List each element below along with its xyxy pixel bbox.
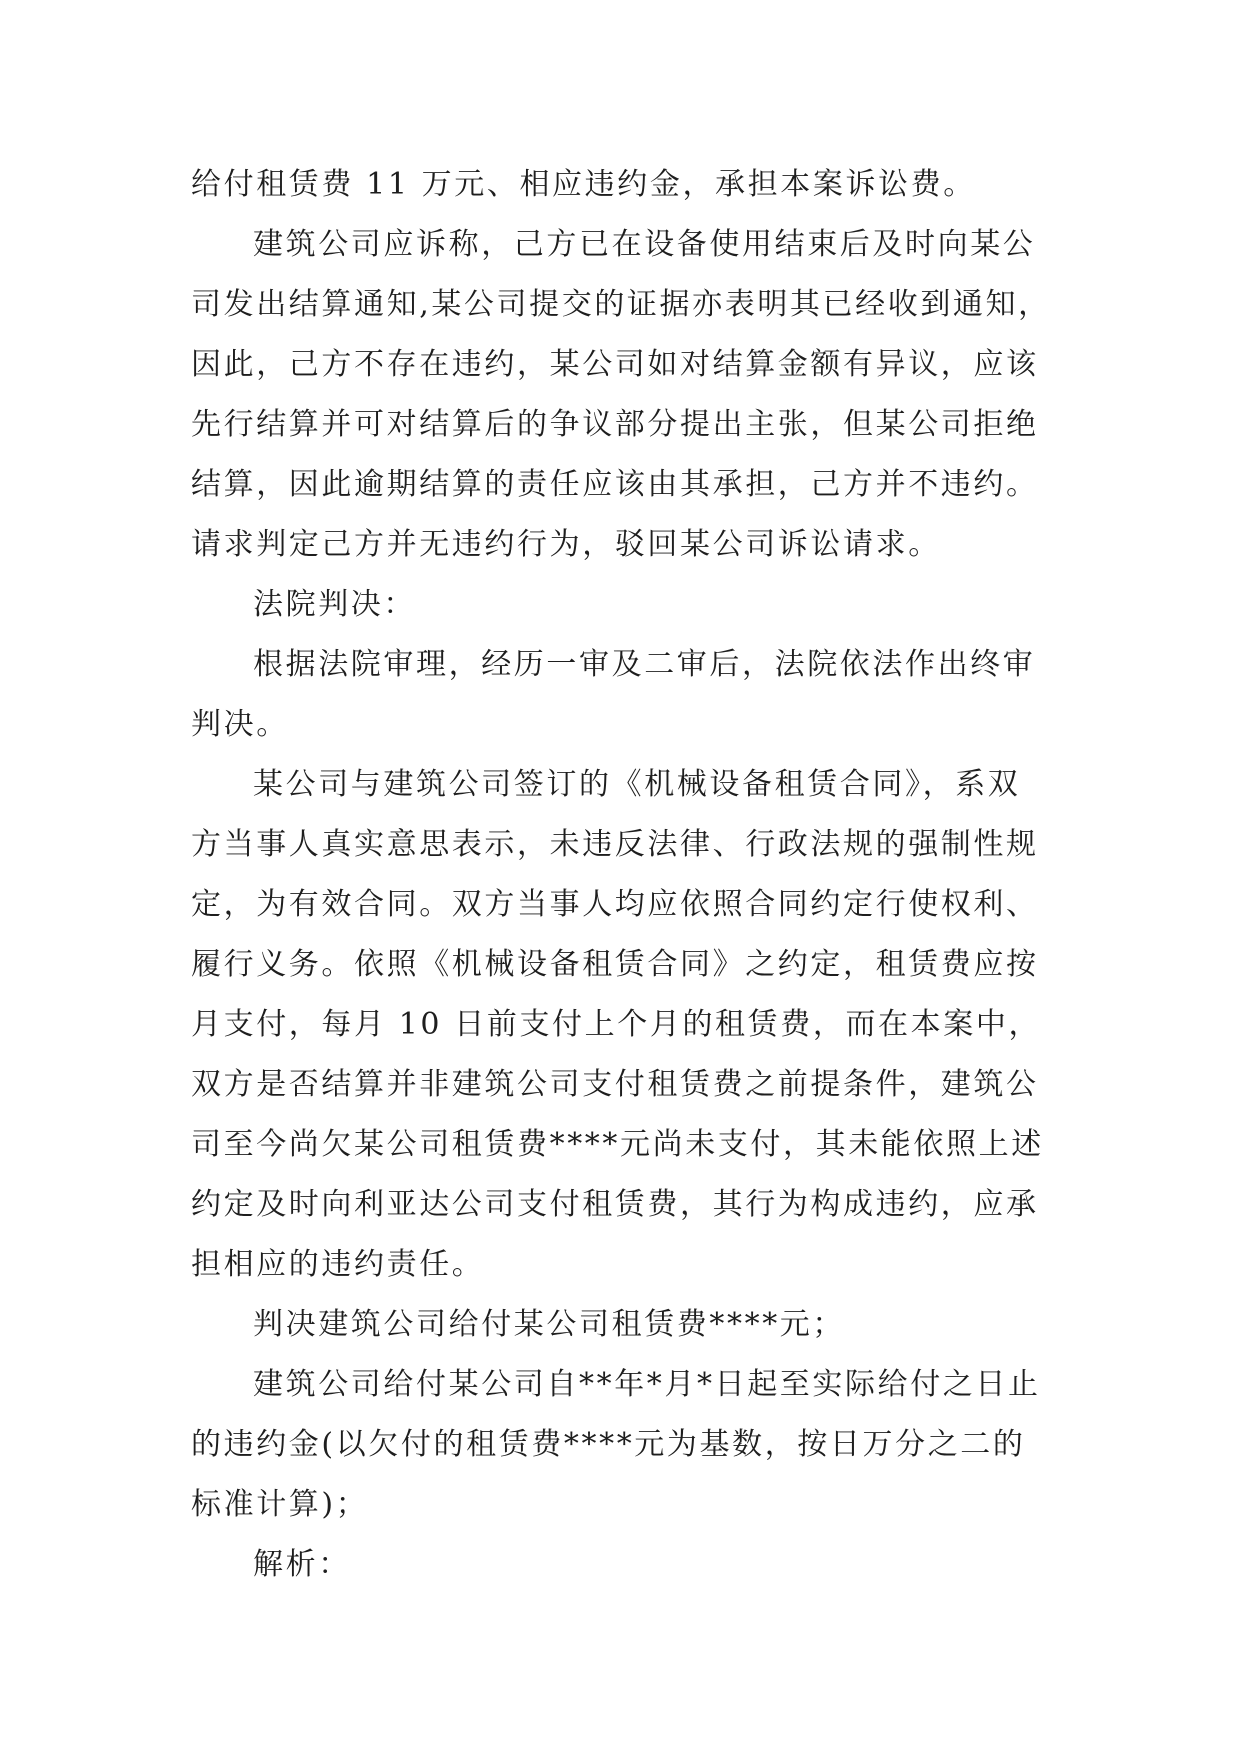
- text-line: 担相应的违约责任。: [191, 1247, 485, 1282]
- text-line: 的违约金(以欠付的租赁费****元为基数，按日万分之二的: [191, 1427, 1026, 1462]
- text-line: 司发出结算通知,某公司提交的证据亦表明其已经收到通知，: [191, 287, 1051, 322]
- text-line: 履行义务。依照《机械设备租赁合同》之约定，租赁费应按: [191, 947, 1039, 982]
- text-line: 方当事人真实意思表示，未违反法律、行政法规的强制性规: [191, 827, 1039, 862]
- text-line: 判决建筑公司给付某公司租赁费****元；: [253, 1307, 845, 1342]
- text-line: 因此，己方不存在违约，某公司如对结算金额有异议，应该: [191, 347, 1039, 382]
- text-line: 请求判定己方并无违约行为，驳回某公司诉讼请求。: [191, 527, 941, 562]
- section-heading: 解析：: [253, 1547, 351, 1582]
- text-line: 建筑公司给付某公司自**年*月*日起至实际给付之日止: [253, 1367, 1041, 1402]
- text-line: 结算，因此逾期结算的责任应该由其承担，己方并不违约。: [191, 467, 1039, 502]
- text-line: 先行结算并可对结算后的争议部分提出主张，但某公司拒绝: [191, 407, 1039, 442]
- section-heading: 法院判决：: [253, 587, 416, 622]
- text-line: 某公司与建筑公司签订的《机械设备租赁合同》，系双: [253, 767, 1021, 802]
- text-line: 给付租赁费 11 万元、相应违约金，承担本案诉讼费。: [191, 167, 976, 202]
- text-line: 约定及时向利亚达公司支付租赁费，其行为构成违约，应承: [191, 1187, 1039, 1222]
- text-line: 月支付，每月 10 日前支付上个月的租赁费，而在本案中，: [191, 1007, 1042, 1042]
- text-line: 标准计算)；: [191, 1487, 369, 1522]
- text-line: 司至今尚欠某公司租赁费****元尚未支付，其未能依照上述: [191, 1127, 1044, 1162]
- text-line: 建筑公司应诉称，己方已在设备使用结束后及时向某公: [253, 227, 1036, 262]
- text-line: 判决。: [191, 707, 289, 742]
- text-line: 双方是否结算并非建筑公司支付租赁费之前提条件，建筑公: [191, 1067, 1039, 1102]
- text-line: 根据法院审理，经历一审及二审后，法院依法作出终审: [253, 647, 1036, 682]
- text-line: 定，为有效合同。双方当事人均应依照合同约定行使权利、: [191, 887, 1039, 922]
